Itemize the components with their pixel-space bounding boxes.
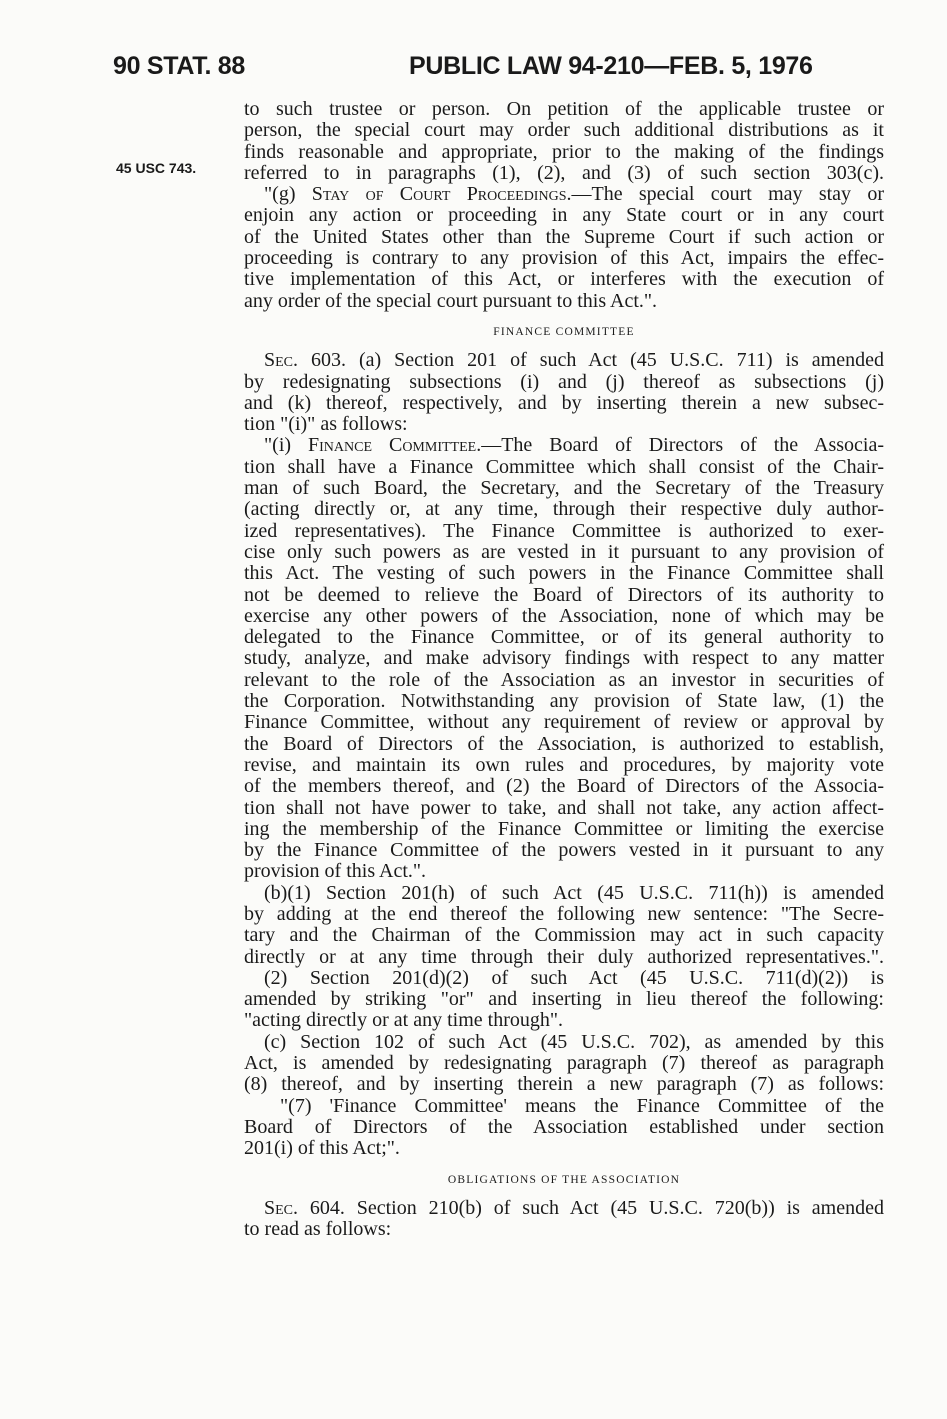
text-line: directly or at any time through their duly authorized representatives.".	[244, 945, 884, 968]
text-line	[244, 184, 884, 205]
margin-note-usc-743: 45 USC 743.	[116, 160, 197, 176]
subsection-text: —The special court may stay or	[571, 183, 885, 206]
text-line	[244, 1198, 884, 1219]
text-line: (8) thereof, and by inserting therein a new paragraph (7) as follows:	[244, 1073, 884, 1096]
section-label: Sec.	[264, 349, 299, 372]
text-line: relevant to the role of the Association as an investor in securities of	[244, 668, 884, 691]
text-line: tion shall have a Finance Committee which shall consist of the Chair-	[244, 455, 884, 478]
text-line: man of such Board, the Secretary, and the Secretary of the Treasury	[244, 477, 884, 500]
text-line: "(7) 'Finance Committee' means the Finance Committee of the	[280, 1094, 884, 1117]
text-line	[244, 435, 884, 456]
page-header	[113, 52, 883, 86]
text-line: not be deemed to relieve the Board of Directors of its authority to	[244, 583, 884, 606]
text-line: by adding at the end thereof the following new sentence: "The Secre-	[244, 902, 884, 925]
text-line: 201(i) of this Act;".	[244, 1137, 400, 1160]
text-line: amended by striking "or" and inserting in lieu thereof the following:	[244, 988, 884, 1011]
text-line: "acting directly or at any time through".	[244, 1009, 564, 1032]
text-line: this Act. The vesting of such powers in the Finance Committee shall	[244, 562, 884, 585]
text-line: tary and the Chairman of the Commission may act in such capacity	[244, 924, 884, 947]
text-line: (acting directly or, at any time, through their respective duly author-	[244, 498, 884, 521]
text-line: tive implementation of this Act, or interferes with the execution of	[244, 268, 884, 291]
text-line: by the Finance Committee of the powers vested in it pursuant to any	[244, 839, 884, 862]
text-line: ized representatives). The Finance Committee is authorized to exer-	[244, 519, 884, 542]
subsection-label: "(i)	[264, 434, 309, 457]
body-text	[244, 99, 884, 1240]
text-line: (2) Section 201(d)(2) of such Act (45 U.S.C. 711(d)(2)) is	[264, 966, 884, 989]
running-title: PUBLIC LAW 94-210—FEB. 5, 1976	[409, 52, 813, 80]
text-line: (c) Section 102 of such Act (45 U.S.C. 702), as amended by this	[264, 1030, 884, 1053]
section-heading-finance-committee: FINANCE COMMITTEE	[493, 325, 635, 338]
text-line: ing the membership of the Finance Committee or limiting the exercise	[244, 817, 884, 840]
text-line: Finance Committee, without any requirement of review or approval by	[244, 711, 884, 734]
text-line: of the members thereof, and (2) the Board of Directors of the Associa-	[244, 775, 884, 798]
subsection-title: Stay of Court Proceedings.	[311, 183, 572, 206]
text-line: finds reasonable and appropriate, prior to the making of the findings	[244, 140, 884, 163]
text-line: the Board of Directors of the Association, is authorized to establish,	[244, 732, 884, 755]
text-line: study, analyze, and make advisory findings with respect to any matter	[244, 647, 884, 670]
text-line: of the United States other than the Supreme Court if such action or	[244, 225, 884, 248]
text-line: (b)(1) Section 201(h) of such Act (45 U.S.C. 711(h)) is amended	[264, 881, 884, 904]
text-line: Board of Directors of the Association established under section	[244, 1115, 884, 1138]
text-line: tion shall not have power to take, and shall not take, any action affect-	[244, 796, 884, 819]
section-heading-obligations: OBLIGATIONS OF THE ASSOCIATION	[447, 1173, 681, 1186]
text-line: person, the special court may order such additional distributions as it	[244, 119, 884, 142]
text-line: Act, is amended by redesignating paragraph (7) thereof as paragraph	[244, 1052, 884, 1075]
text-line: enjoin any action or proceeding in any State court or in any court	[244, 204, 884, 227]
text-line: proceeding is contrary to any provision of this Act, impairs the effec-	[244, 247, 884, 270]
statute-reference: 90 STAT. 88	[113, 52, 245, 80]
text-line: revise, and maintain its own rules and procedures, by majority vote	[244, 753, 884, 776]
text-line: to read as follows:	[244, 1218, 392, 1241]
text-line: to such trustee or person. On petition of the applicable trustee or	[244, 98, 884, 120]
section-text: 603. (a) Section 201 of such Act (45 U.S.C. 711) is amended	[298, 349, 884, 372]
text-line: provision of this Act.".	[244, 860, 427, 883]
section-text: 604. Section 210(b) of such Act (45 U.S.C. 720(b)) is amended	[298, 1196, 884, 1219]
section-label: Sec.	[264, 1196, 299, 1219]
text-line: and (k) thereof, respectively, and by inserting therein a new subsec-	[244, 391, 884, 414]
text-line: any order of the special court pursuant to this Act.".	[244, 289, 658, 312]
text-line	[244, 350, 884, 371]
subsection-text: —The Board of Directors of the Associa-	[481, 434, 884, 457]
text-line: the Corporation. Notwithstanding any provision of State law, (1) the	[244, 690, 884, 713]
subsection-title: Finance Committee.	[308, 434, 482, 457]
text-line: exercise any other powers of the Association, none of which may be	[244, 604, 884, 627]
text-line: by redesignating subsections (i) and (j) thereof as subsections (j)	[244, 370, 884, 393]
text-line: referred to in paragraphs (1), (2), and (3) of such section 303(c).	[244, 161, 884, 184]
subsection-label: "(g)	[264, 183, 312, 206]
text-line: tion "(i)" as follows:	[244, 413, 408, 436]
text-line: cise only such powers as are vested in it pursuant to any provision of	[244, 540, 884, 563]
text-line: delegated to the Finance Committee, or of its general authority to	[244, 626, 884, 649]
